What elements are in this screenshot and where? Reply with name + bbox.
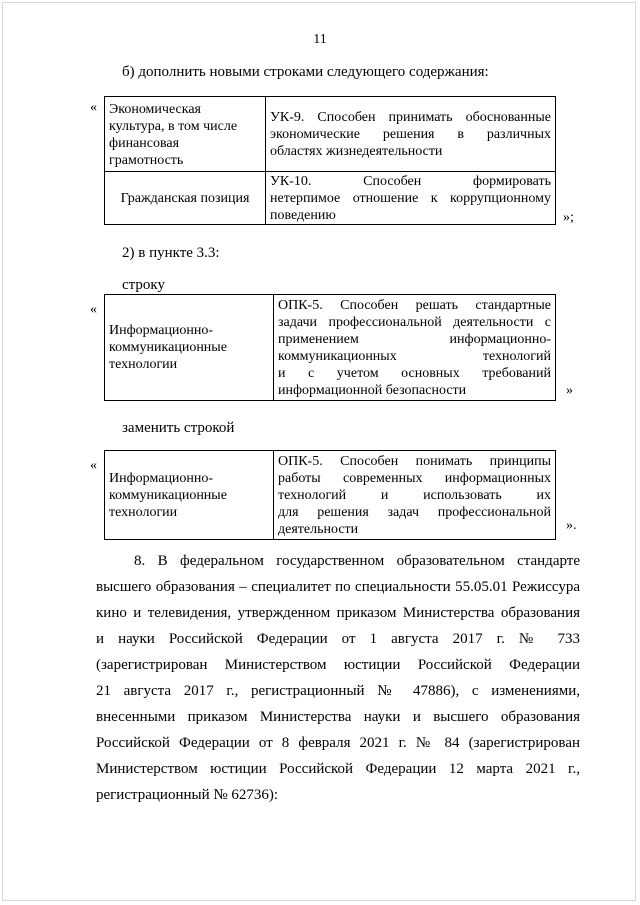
paragraph-line: Российской Федерации от 8 февраля 2021 г. № 84 (зарегистрирован: [96, 735, 580, 751]
paragraph-line: внесенными приказом Министерства науки и высшего образования: [96, 709, 580, 725]
paragraph-8: [96, 548, 580, 808]
table1: [104, 96, 556, 225]
cell-line: технологии: [109, 504, 178, 520]
table1-row-1: [105, 97, 556, 172]
table1-row1-left: [105, 97, 266, 172]
cell-line: Информационно-: [109, 470, 214, 486]
table1-row2-right: [266, 172, 556, 225]
cell-line: коммуникационные: [109, 487, 227, 503]
cell-line: деятельности: [278, 521, 359, 537]
cell-line: технологий и использовать их: [278, 487, 551, 503]
cell-line: Гражданская позиция: [120, 190, 250, 206]
cell-line: областях жизнедеятельности: [270, 143, 443, 159]
cell-line: технологии: [109, 357, 178, 372]
table2-left: [105, 295, 274, 401]
cell-line: УК-10. Способен формировать: [270, 173, 551, 189]
table3-open-quote: «: [90, 458, 97, 473]
cell-line: ОПК-5. Способен решать стандартные: [278, 297, 551, 313]
table3-row: [105, 451, 556, 540]
paragraph-line: Министерством юстиции Российской Федерации 12 марта 2021 г.,: [96, 761, 580, 777]
table1-open-quote: «: [90, 100, 97, 115]
cell-line: финансовая: [109, 136, 180, 151]
cell-line: коммуникационные: [109, 340, 227, 355]
table2: [104, 294, 556, 401]
table1-row-2: [105, 172, 556, 225]
item-2-line: 2) в пункте 3.3:: [122, 245, 220, 261]
table3-left: [105, 451, 274, 540]
cell-line: для решения задач профессиональной: [278, 504, 551, 520]
cell-line: экономические решения в различных: [270, 126, 551, 142]
cell-line: Информационно-: [109, 323, 214, 338]
cell-line: УК-9. Способен принимать обоснованные: [270, 109, 551, 125]
row-label: строку: [122, 277, 165, 293]
cell-line: задачи профессиональной деятельности с: [278, 314, 551, 330]
paragraph-line: регистрационный № 62736):: [96, 787, 279, 803]
table3-right: [274, 451, 556, 540]
paragraph-line: и науки Российской Федерации от 1 августа 2017 г. № 733: [96, 631, 580, 647]
cell-line: Экономическая: [109, 102, 201, 117]
cell-line: поведению: [270, 207, 336, 223]
cell-line: культура, в том числе: [109, 119, 238, 134]
replace-label: заменить строкой: [122, 420, 235, 436]
paragraph-line: 8. В федеральном государственном образовательном стандарте: [134, 553, 580, 569]
table3: [104, 450, 556, 540]
paragraph-line: 21 августа 2017 г., регистрационный № 47886), с изменениями,: [96, 683, 580, 699]
table2-close-quote: »: [566, 383, 573, 398]
cell-line: информационной безопасности: [278, 382, 467, 398]
cell-line: грамотность: [109, 153, 184, 168]
table1-close-quote: »;: [563, 210, 574, 225]
table2-open-quote: «: [90, 302, 97, 317]
table3-close-quote: ».: [566, 518, 577, 533]
paragraph-line: (зарегистрирован Министерством юстиции Российской Федерации: [96, 657, 580, 673]
page-number: 11: [313, 32, 327, 47]
table2-right: [274, 295, 556, 401]
cell-line: и с учетом основных требований: [278, 365, 551, 381]
cell-line: работы современных информационных: [278, 470, 551, 486]
table1-row2-left: [105, 172, 266, 225]
table2-row: [105, 295, 556, 401]
table1-row1-right: [266, 97, 556, 172]
cell-line: ОПК-5. Способен понимать принципы: [278, 453, 551, 469]
paragraph-line: высшего образования – специалитет по специальности 55.05.01 Режиссура: [96, 579, 580, 595]
paragraph-line: кино и телевидения, утвержденном приказом Министерства образования: [96, 605, 580, 621]
cell-line: нетерпимое отношение к коррупционному: [270, 190, 551, 206]
cell-line: коммуникационных технологий: [278, 348, 551, 364]
intro-line: б) дополнить новыми строками следующего содержания:: [122, 64, 489, 80]
cell-line: применением информационно-: [278, 331, 551, 347]
